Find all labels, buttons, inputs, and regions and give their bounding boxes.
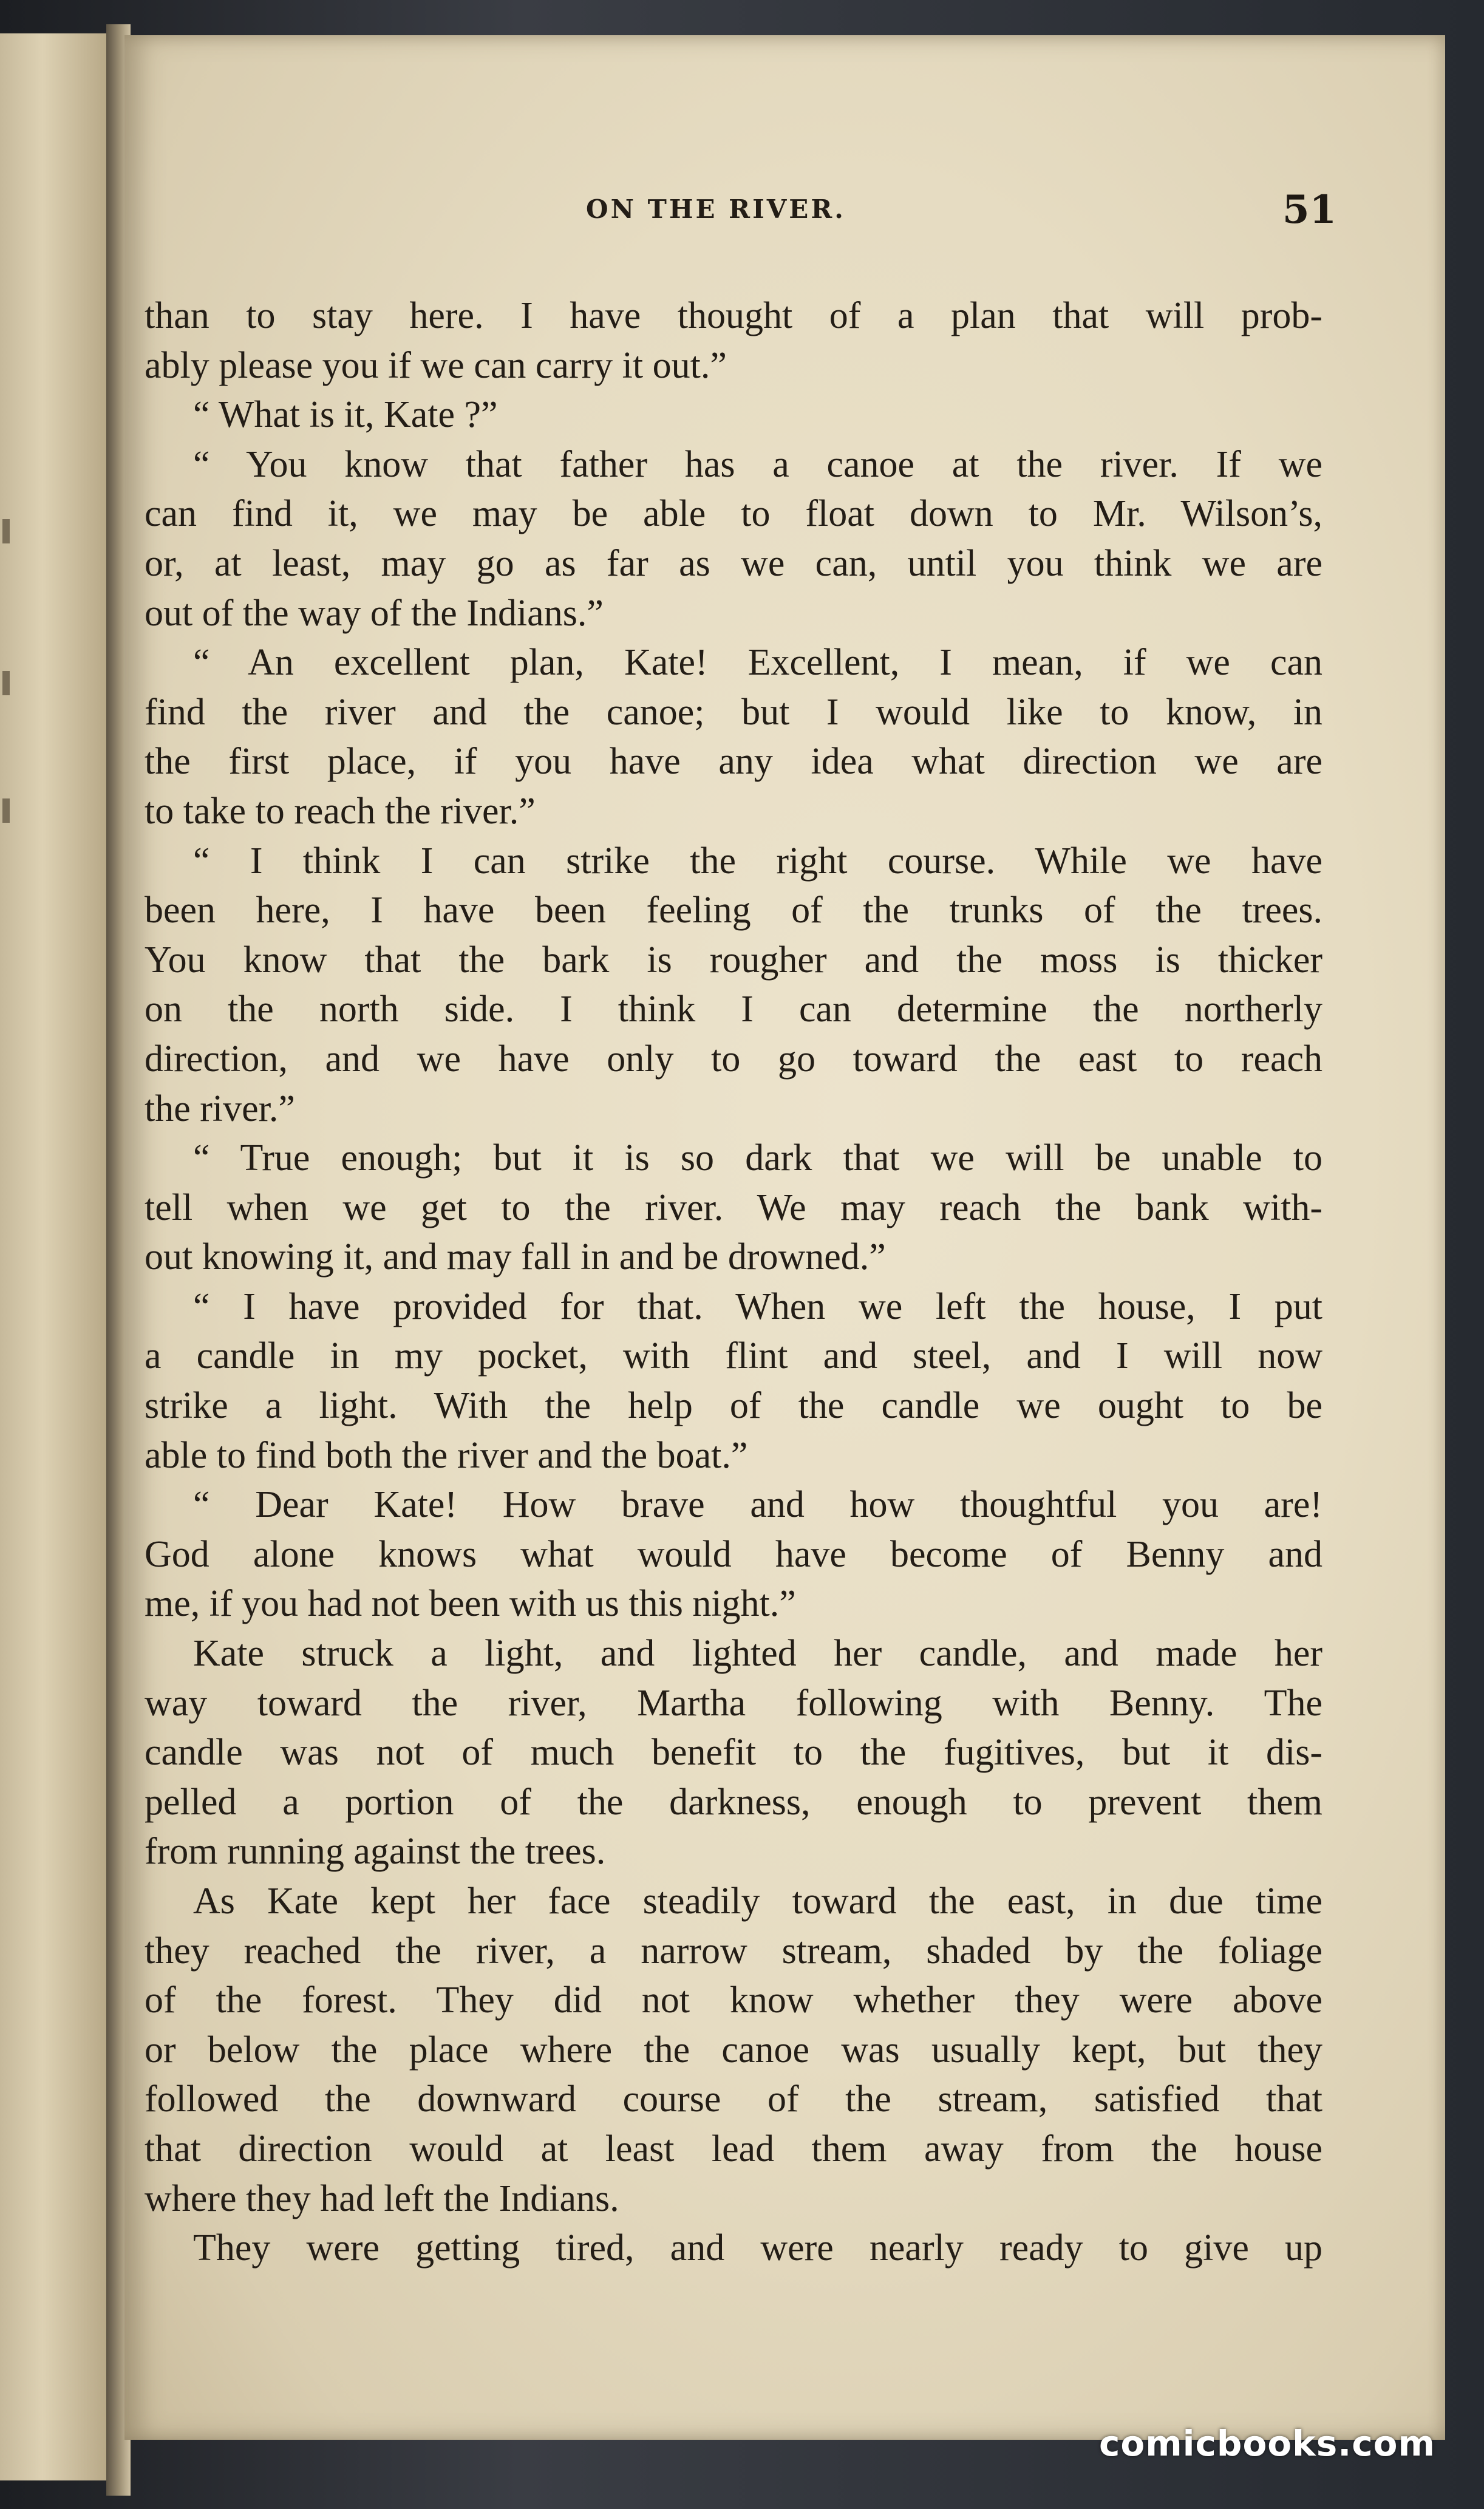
text-line: You know that the bark is rougher and the moss is thicker	[145, 939, 1322, 981]
text-line: As Kate kept her face steadily toward the east, in due time	[193, 1881, 1322, 1922]
text-line: able to find both the river and the boat.”	[145, 1434, 748, 1476]
body-text	[145, 291, 1322, 2273]
text-line: direction, and we have only to go toward the east to reach	[145, 1038, 1322, 1080]
page-edge-mark	[2, 671, 10, 695]
text-line: been here, I have been feeling of the trunks of the trees.	[145, 890, 1322, 931]
text-line: out knowing it, and may fall in and be drowned.”	[145, 1236, 886, 1278]
page-number: 51	[1282, 187, 1337, 233]
text-line: from running against the trees.	[145, 1831, 606, 1873]
text-line: “ What is it, Kate ?”	[193, 394, 498, 436]
text-line: “ True enough; but it is so dark that we will be unable to	[193, 1137, 1322, 1179]
text-line: find the river and the canoe; but I would like to know, in	[145, 691, 1322, 733]
text-line: God alone knows what would have become of Benny and	[145, 1533, 1322, 1575]
text-line: “ You know that father has a canoe at the river. If we	[193, 443, 1322, 485]
text-line: tell when we get to the river. We may reach the bank with-	[145, 1186, 1322, 1228]
text-line: of the forest. They did not know whether they were above	[145, 1980, 1322, 2021]
watermark: comicbooks.com	[1099, 2423, 1435, 2464]
text-line: me, if you had not been with us this night.”	[145, 1583, 796, 1625]
text-line: than to stay here. I have thought of a plan that will prob-	[145, 295, 1322, 336]
running-head: ON THE RIVER.	[586, 194, 846, 224]
text-line: a candle in my pocket, with flint and steel, and I will now	[145, 1335, 1322, 1377]
text-line: Kate struck a light, and lighted her candle, and made her	[193, 1633, 1322, 1675]
text-line: the first place, if you have any idea what direction we are	[145, 741, 1322, 783]
text-line: They were getting tired, and were nearly ready to give up	[193, 2227, 1322, 2269]
text-line: that direction would at least lead them away from the house	[145, 2128, 1322, 2170]
text-line: the river.”	[145, 1088, 295, 1129]
text-line: out of the way of the Indians.”	[145, 592, 604, 634]
text-line: or, at least, may go as far as we can, until you think we are	[145, 542, 1322, 584]
text-line: on the north side. I think I can determine the northerly	[145, 989, 1322, 1030]
text-line: strike a light. With the help of the candle we ought to be	[145, 1385, 1322, 1427]
text-line: way toward the river, Martha following with Benny. The	[145, 1682, 1322, 1724]
text-line: “ Dear Kate! How brave and how thoughtful you are!	[193, 1484, 1322, 1526]
text-line: can find it, we may be able to float down to Mr. Wilson’s,	[145, 493, 1322, 535]
text-line: where they had left the Indians.	[145, 2177, 619, 2219]
text-line: or below the place where the canoe was usually kept, but they	[145, 2029, 1322, 2071]
text-line: they reached the river, a narrow stream, shaded by the foliage	[145, 1930, 1322, 1972]
text-line: ably please you if we can carry it out.”	[145, 344, 727, 386]
text-line: candle was not of much benefit to the fugitives, but it dis-	[145, 1732, 1322, 1774]
text-line: “ An excellent plan, Kate! Excellent, I mean, if we can	[193, 642, 1322, 684]
page-edge-mark	[2, 519, 10, 543]
text-line: “ I think I can strike the right course. While we have	[193, 840, 1322, 882]
text-line: to take to reach the river.”	[145, 790, 536, 832]
text-line: followed the downward course of the stream, satisfied that	[145, 2078, 1322, 2120]
text-line: “ I have provided for that. When we left the house, I put	[193, 1285, 1322, 1327]
page-edge-mark	[2, 798, 10, 823]
text-line: pelled a portion of the darkness, enough to prevent them	[145, 1781, 1322, 1823]
previous-page-edge	[0, 33, 109, 2480]
